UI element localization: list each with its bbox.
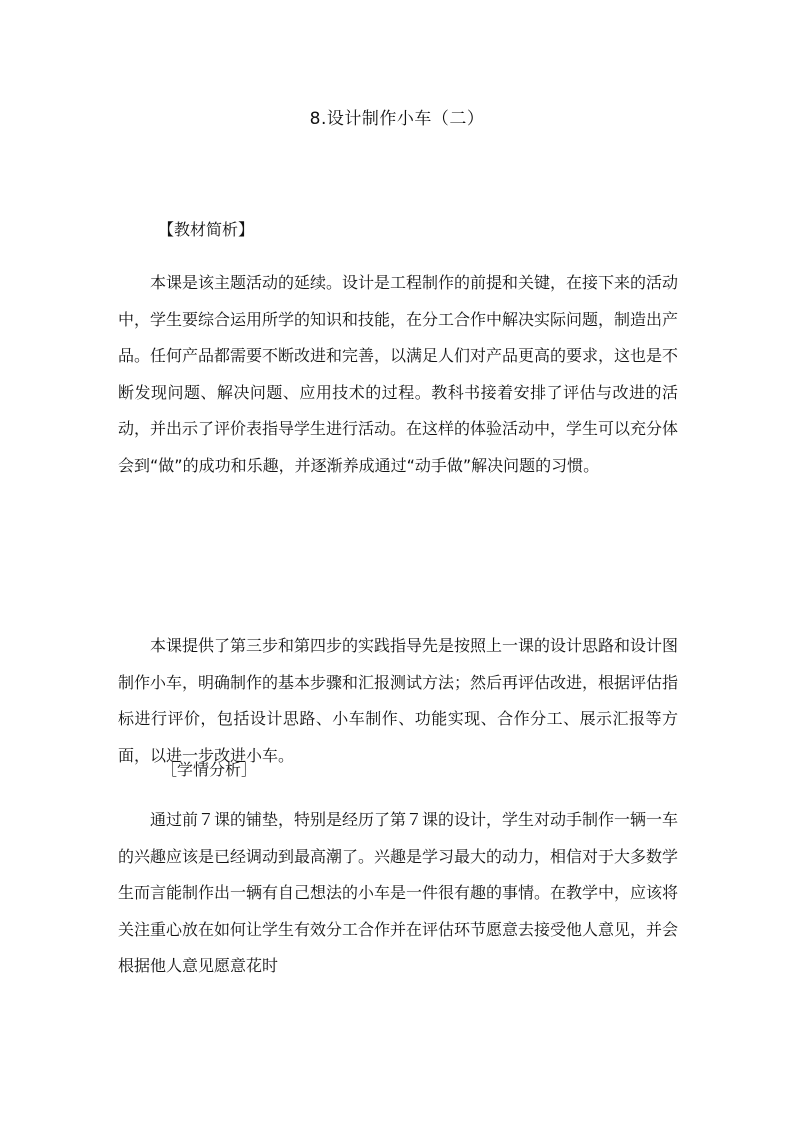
section-heading-textbook-analysis: 【教材简析】 [158, 220, 255, 239]
paragraph-student-analysis-1: 通过前７课的铺垫，特别是经历了第７课的设计，学生对动手制作一辆一车的兴趣应该是已经调动到最高潮了。兴趣是学习最大的动力，相信对于大多数学生而言能制作出一辆有自己想法的小车是一件很有趣的事情。在教学中，应该将关注重心放在如何让学生有效分工合作并在评估环节愿意去接受他人意见，并会根据他人意见愿意花时 [118, 810, 679, 976]
section-heading-student-analysis: ［学情分析］ [161, 760, 258, 779]
paragraph-textbook-analysis-2: 本课提供了第三步和第四步的实践指导先是按照上一课的设计思路和设计图制作小车，明确制作的基本步骤和汇报测试方法；然后再评估改进，根据评估指标进行评价，包括设计思路、小车制作、功能实现、合作分工、展示汇报等方面，以进一步改进小车。 [118, 636, 679, 765]
document-title: 8.设计制作小车（二） [309, 109, 485, 129]
paragraph-textbook-analysis-1: 本课是该主题活动的延续。设计是工程制作的前提和关键，在接下来的活动中，学生要综合运用所学的知识和技能，在分工合作中解决实际问题，制造出产品。任何产品都需要不断改进和完善，以满足人们对产品更高的要求，这也是不断发现问题、解决问题、应用技术的过程。教科书接着安排了评估与改进的活动，并出示了评价表指导学生进行活动。在这样的体验活动中，学生可以充分体会到“做”的成功和乐趣，并逐渐养成通过“动手做”解决问题的习惯。 [118, 273, 679, 475]
